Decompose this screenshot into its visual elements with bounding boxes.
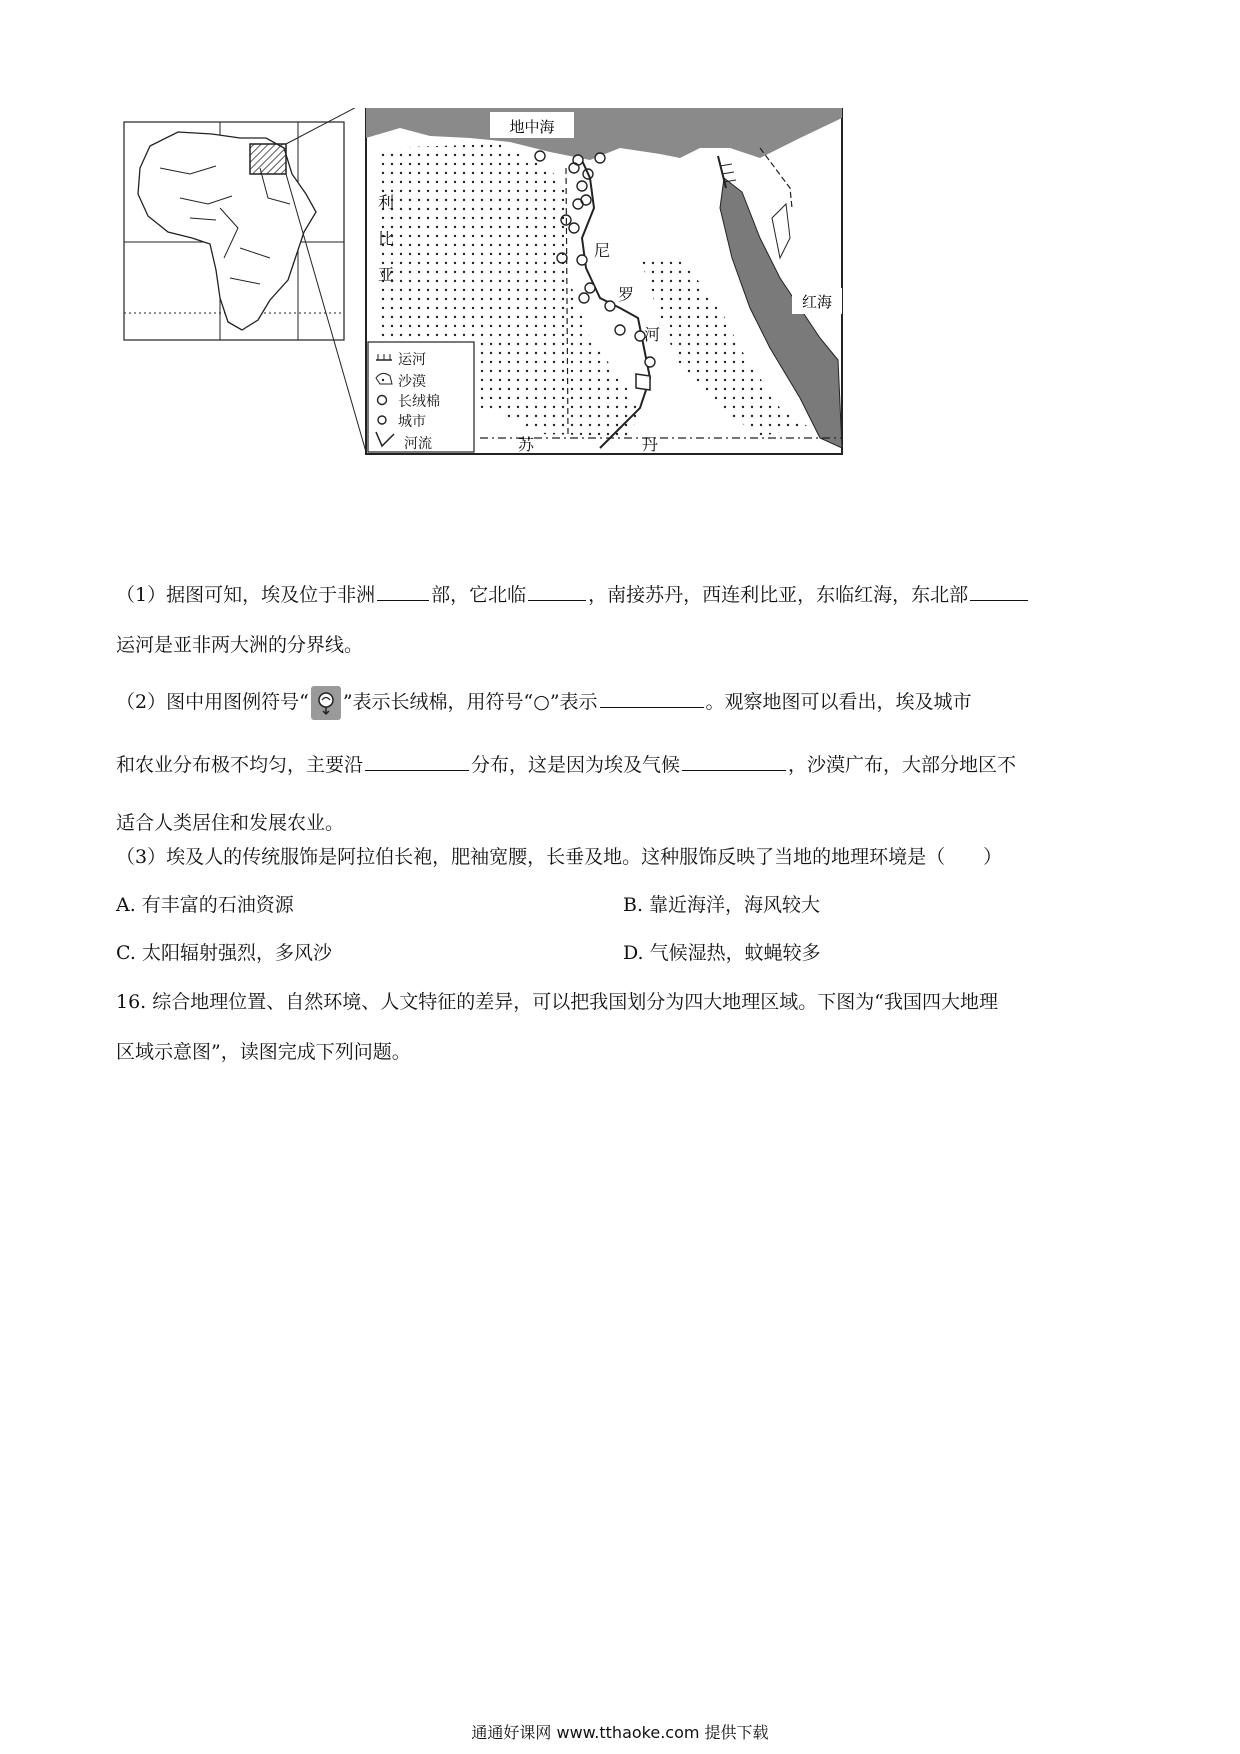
africa-locator-map bbox=[124, 108, 366, 452]
option-b[interactable]: B. 靠近海洋，海风较大 bbox=[623, 894, 821, 916]
option-d[interactable]: D. 气候湿热，蚊蝇较多 bbox=[623, 942, 821, 964]
egypt-detail-map bbox=[366, 108, 842, 454]
answer-blank-1[interactable] bbox=[377, 580, 429, 601]
question-16-line-2: 区域示意图”，读图完成下列问题。 bbox=[116, 1041, 411, 1063]
question-2-line-1: （2）图中用图例符号“ ”表示长绒棉，用符号“○”表示 。观察地图可以看出，埃及城市 bbox=[116, 686, 1136, 720]
question-16-line-1: 16. 综合地理位置、自然环境、人文特征的差异，可以把我国划分为四大地理区域。下图为“我国四大地理 bbox=[116, 991, 998, 1013]
answer-blank-2[interactable] bbox=[528, 580, 586, 601]
label-libya-3: 亚 bbox=[378, 265, 395, 284]
question-1 bbox=[116, 580, 1136, 659]
question-2-line-2: 和农业分布极不均匀，主要沿 分布，这是因为埃及气候 ，沙漠广布，大部分地区不 bbox=[116, 750, 1136, 779]
option-a[interactable]: A. 有丰富的石油资源 bbox=[116, 894, 294, 916]
legend-label-canal: 运河 bbox=[398, 352, 426, 368]
legend-label-river: 河流 bbox=[404, 436, 432, 452]
label-sudan-1: 苏 bbox=[518, 435, 535, 454]
question-1-line-1: （1）据图可知，埃及位于非洲 部，它北临 ，南接苏丹，西连利比亚，东临红海，东北部 bbox=[116, 580, 1136, 609]
question-2-line-3: 适合人类居住和发展农业。 bbox=[116, 812, 345, 834]
page-footer: 通通好课网 www.tthaoke.com 提供下载 bbox=[471, 1723, 769, 1742]
label-libya-2: 比 bbox=[378, 229, 395, 248]
question-3-stem: （3）埃及人的传统服饰是阿拉伯长袍，肥袖宽腰，长垂及地。这种服饰反映了当地的地理环境是（ ） bbox=[116, 846, 1003, 868]
answer-blank-5[interactable] bbox=[365, 750, 469, 771]
label-nile-1: 尼 bbox=[594, 241, 611, 260]
answer-blank-3[interactable] bbox=[970, 580, 1028, 601]
legend-label-cotton: 长绒棉 bbox=[398, 394, 440, 410]
city-icon bbox=[378, 416, 386, 424]
label-nile-3: 河 bbox=[644, 325, 661, 344]
label-libya-1: 利 bbox=[378, 193, 395, 212]
question-2 bbox=[116, 686, 1136, 837]
egypt-map-figure bbox=[120, 108, 845, 508]
option-c[interactable]: C. 太阳辐射强烈，多风沙 bbox=[116, 942, 332, 964]
map-legend bbox=[368, 342, 474, 452]
question-1-line-2: 运河是亚非两大洲的分界线。 bbox=[116, 634, 364, 656]
label-sudan-2: 丹 bbox=[642, 435, 659, 454]
answer-blank-6[interactable] bbox=[682, 750, 786, 771]
label-mediterranean: 地中海 bbox=[509, 118, 555, 136]
legend-label-desert: 沙漠 bbox=[398, 374, 426, 390]
legend-label-city: 城市 bbox=[398, 414, 426, 430]
question-16 bbox=[116, 988, 1136, 1066]
cotton-symbol-icon bbox=[311, 686, 341, 720]
label-nile-2: 罗 bbox=[618, 285, 635, 304]
canal-icon bbox=[376, 354, 392, 360]
label-red-sea: 红海 bbox=[801, 293, 833, 311]
answer-blank-4[interactable] bbox=[600, 687, 704, 708]
